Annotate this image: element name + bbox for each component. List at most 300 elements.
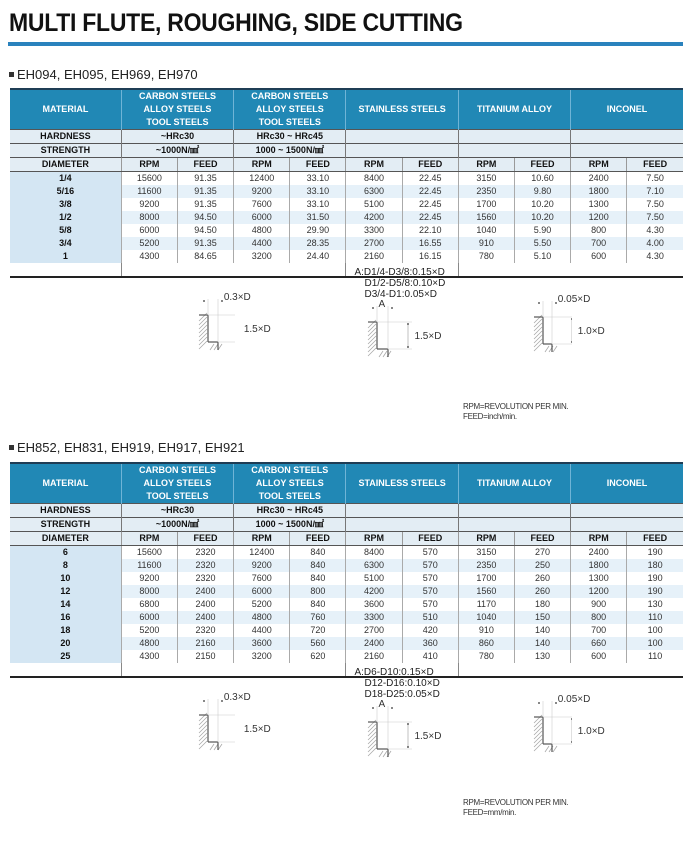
table-row [10, 559, 683, 572]
feed-cell: 22.45 [402, 185, 458, 198]
rpm-cell: 6300 [346, 559, 402, 572]
diameter-cell: 1 [10, 250, 121, 263]
rpm-cell: 6000 [121, 224, 177, 237]
a-dimension-line: D18-D25:0.05×D [364, 689, 440, 700]
diagram-empty-cell [10, 663, 121, 677]
diameter-cell: 16 [10, 611, 121, 624]
table-row [10, 585, 683, 598]
rpm-cell: 2400 [571, 172, 627, 186]
rpm-cell: 900 [571, 598, 627, 611]
table-row [10, 637, 683, 650]
carbon-diagram-cell [121, 263, 271, 335]
strength-value [458, 144, 570, 158]
rpm-cell: 2160 [346, 650, 402, 663]
feed-cell: 180 [514, 598, 570, 611]
rpm-cell: 700 [571, 624, 627, 637]
material-group-header [346, 464, 458, 504]
feed-cell: 100 [627, 624, 683, 637]
feed-header: FEED [627, 158, 683, 172]
feed-cell: 22.45 [402, 211, 458, 224]
rpm-cell: 3600 [346, 598, 402, 611]
feed-cell: 570 [402, 598, 458, 611]
feed-cell: 10.20 [514, 211, 570, 224]
rpm-cell: 7600 [234, 198, 290, 211]
rpm-header: RPM [346, 158, 402, 172]
rpm-cell: 3200 [234, 650, 290, 663]
material-group-line: TOOL STEELS [146, 491, 209, 501]
page-title: MULTI FLUTE, ROUGHING, SIDE CUTTING [9, 9, 463, 37]
feed-cell: 360 [402, 637, 458, 650]
diagram-empty-cell [10, 263, 121, 277]
rpm-cell: 6800 [121, 598, 177, 611]
rpm-cell: 8400 [346, 546, 402, 560]
depth-dimension-label: 1.5×D [243, 323, 271, 335]
feed-cell: 28.35 [290, 237, 346, 250]
rpm-cell: 660 [571, 637, 627, 650]
rpm-cell: 9200 [234, 185, 290, 198]
rpm-cell: 9200 [121, 198, 177, 211]
diameter-cell: 1/2 [10, 211, 121, 224]
strength-value: 1000 ~ 1500N/㎟ [234, 144, 346, 158]
feed-cell: 2400 [177, 585, 233, 598]
column-header-row [10, 158, 683, 172]
rpm-cell: 2350 [458, 185, 514, 198]
feed-cell: 94.50 [177, 211, 233, 224]
rpm-header: RPM [346, 532, 402, 546]
feed-header: FEED [514, 158, 570, 172]
rpm-cell: 2400 [346, 637, 402, 650]
depth-dimension-label: 1.5×D [243, 723, 271, 735]
feed-cell: 33.10 [290, 185, 346, 198]
units-legend [463, 798, 568, 818]
feed-cell: 2320 [177, 624, 233, 637]
depth-dimension-label: 1.5×D [414, 330, 442, 342]
hardness-row [10, 504, 683, 518]
feed-cell: 130 [514, 650, 570, 663]
strength-value [571, 144, 683, 158]
material-group-line: ALLOY STEELS [255, 104, 324, 114]
cutting-conditions-table [10, 88, 683, 342]
hardness-label: HARDNESS [10, 504, 121, 518]
rpm-cell: 600 [571, 250, 627, 263]
column-header-row [10, 532, 683, 546]
width-dimension-label: 0.3×D [223, 692, 251, 703]
material-group-line: TOOL STEELS [258, 491, 321, 501]
rpm-cell: 3200 [234, 250, 290, 263]
material-group-line: TOOL STEELS [146, 117, 209, 127]
material-group-line: CARBON STEELS [138, 465, 216, 475]
table-row [10, 546, 683, 560]
strength-value: ~1000N/㎟ [121, 518, 233, 532]
width-dimension-label: 0.05×D [557, 294, 591, 305]
rpm-cell: 800 [571, 224, 627, 237]
rpm-cell: 780 [458, 650, 514, 663]
feed-cell: 560 [290, 637, 346, 650]
feed-cell: 7.10 [627, 185, 683, 198]
feed-cell: 2400 [177, 598, 233, 611]
series-codes: EH852, EH831, EH919, EH917, EH921 [17, 440, 245, 455]
material-group-line: TITANIUM ALLOY [476, 104, 552, 114]
feed-header: FEED [402, 532, 458, 546]
feed-cell: 94.50 [177, 224, 233, 237]
rpm-cell: 3300 [346, 611, 402, 624]
depth-dimension-label: 1.0×D [577, 325, 605, 337]
material-group-line: CARBON STEELS [251, 91, 329, 101]
feed-cell: 570 [402, 572, 458, 585]
rpm-cell: 1800 [571, 185, 627, 198]
diameter-cell: 3/4 [10, 237, 121, 250]
a-dimension-line: D12-D16:0.10×D [364, 678, 440, 689]
bullet-icon [9, 445, 14, 450]
rpm-cell: 700 [571, 237, 627, 250]
rpm-cell: 780 [458, 250, 514, 263]
feed-header: FEED [177, 158, 233, 172]
rpm-header: RPM [458, 158, 514, 172]
rpm-cell: 4800 [234, 224, 290, 237]
table-row [10, 185, 683, 198]
carbon2-diagram-cell [234, 263, 346, 277]
rpm-cell: 11600 [121, 559, 177, 572]
titanium-diagram-cell [458, 663, 605, 737]
rpm-cell: 4800 [234, 611, 290, 624]
feed-cell: 84.65 [177, 250, 233, 263]
feed-cell: 16.55 [402, 237, 458, 250]
rpm-header: RPM [458, 532, 514, 546]
rpm-cell: 4300 [121, 650, 177, 663]
a-dimension-line: A:D1/4-D3/8:0.15×D [354, 267, 445, 278]
feed-cell: 760 [290, 611, 346, 624]
material-group-line: CARBON STEELS [251, 465, 329, 475]
rpm-cell: 8000 [121, 211, 177, 224]
diameter-cell: 6 [10, 546, 121, 560]
rpm-cell: 1560 [458, 585, 514, 598]
strength-row [10, 518, 683, 532]
diameter-cell: 12 [10, 585, 121, 598]
a-dimension-table [354, 667, 439, 700]
profile-drawing [459, 663, 572, 779]
rpm-cell: 6000 [121, 611, 177, 624]
rpm-cell: 4200 [346, 585, 402, 598]
rpm-cell: 1300 [571, 572, 627, 585]
material-group-header [234, 464, 346, 504]
feed-cell: 91.35 [177, 198, 233, 211]
rpm-header: RPM [234, 158, 290, 172]
legend-line: FEED=mm/min. [463, 808, 517, 817]
bullet-icon [9, 72, 14, 77]
rpm-cell: 3150 [458, 546, 514, 560]
rpm-header: RPM [571, 158, 627, 172]
rpm-cell: 1700 [458, 572, 514, 585]
width-dimension-label: 0.05×D [557, 694, 591, 705]
rpm-cell: 15600 [121, 172, 177, 186]
feed-cell: 2150 [177, 650, 233, 663]
rpm-cell: 4400 [234, 624, 290, 637]
material-group-line: ALLOY STEELS [143, 104, 212, 114]
feed-cell: 150 [514, 611, 570, 624]
a-dimension-label: A [378, 699, 386, 710]
feed-cell: 570 [402, 546, 458, 560]
hardness-value [346, 504, 458, 518]
diameter-header: DIAMETER [10, 532, 121, 546]
table-row [10, 572, 683, 585]
hardness-value: HRc30 ~ HRc45 [234, 504, 346, 518]
hardness-value [458, 504, 570, 518]
feed-cell: 2160 [177, 637, 233, 650]
rpm-cell: 1040 [458, 224, 514, 237]
table-row [10, 172, 683, 186]
diameter-cell: 5/8 [10, 224, 121, 237]
feed-cell: 720 [290, 624, 346, 637]
feed-cell: 91.35 [177, 172, 233, 186]
feed-cell: 410 [402, 650, 458, 663]
feed-cell: 7.50 [627, 172, 683, 186]
rpm-cell: 5200 [234, 598, 290, 611]
rpm-cell: 600 [571, 650, 627, 663]
a-dimension-table [354, 267, 445, 300]
feed-cell: 180 [627, 559, 683, 572]
feed-cell: 190 [627, 546, 683, 560]
feed-header: FEED [514, 532, 570, 546]
table-row [10, 598, 683, 611]
material-group-line: STAINLESS STEELS [358, 104, 446, 114]
a-dimension-line: D1/2-D5/8:0.10×D [364, 278, 446, 289]
strength-value [346, 518, 458, 532]
feed-cell: 840 [290, 598, 346, 611]
feed-cell: 31.50 [290, 211, 346, 224]
table-row [10, 211, 683, 224]
rpm-cell: 1200 [571, 211, 627, 224]
rpm-cell: 7600 [234, 572, 290, 585]
titanium-cut-diagram [459, 263, 605, 337]
rpm-cell: 860 [458, 637, 514, 650]
rpm-cell: 3150 [458, 172, 514, 186]
hardness-value: ~HRc30 [121, 130, 233, 144]
material-group-header [571, 464, 683, 504]
carbon2-diagram-cell [234, 663, 346, 677]
hardness-row [10, 130, 683, 144]
a-dimension-label: A [378, 299, 386, 310]
material-header-row [10, 90, 683, 130]
diameter-cell: 20 [10, 637, 121, 650]
cutting-conditions-table [10, 462, 683, 742]
feed-header: FEED [402, 158, 458, 172]
a-dimension-line: A:D6-D10:0.15×D [354, 667, 434, 678]
material-group-line: INCONEL [606, 104, 648, 114]
rpm-cell: 1040 [458, 611, 514, 624]
feed-cell: 510 [402, 611, 458, 624]
material-group-header [571, 90, 683, 130]
diameter-cell: 3/8 [10, 198, 121, 211]
rpm-cell: 9200 [121, 572, 177, 585]
rpm-cell: 5100 [346, 572, 402, 585]
feed-cell: 7.50 [627, 198, 683, 211]
material-group-line: CARBON STEELS [138, 91, 216, 101]
rpm-header: RPM [571, 532, 627, 546]
feed-cell: 2320 [177, 572, 233, 585]
feed-cell: 840 [290, 546, 346, 560]
rpm-cell: 3600 [234, 637, 290, 650]
strength-label: STRENGTH [10, 518, 121, 532]
diameter-cell: 1/4 [10, 172, 121, 186]
rpm-cell: 6000 [234, 585, 290, 598]
rpm-cell: 2160 [346, 250, 402, 263]
legend-line: RPM=REVOLUTION PER MIN. [463, 402, 569, 411]
diameter-cell: 25 [10, 650, 121, 663]
feed-cell: 24.40 [290, 250, 346, 263]
material-header: MATERIAL [10, 464, 121, 504]
hardness-value: ~HRc30 [121, 504, 233, 518]
rpm-cell: 6000 [234, 211, 290, 224]
feed-cell: 190 [627, 585, 683, 598]
width-dimension-label: 0.3×D [223, 292, 251, 303]
rpm-cell: 5200 [121, 624, 177, 637]
rpm-cell: 1560 [458, 211, 514, 224]
table-row [10, 198, 683, 211]
feed-cell: 33.10 [290, 172, 346, 186]
table-row [10, 624, 683, 637]
feed-cell: 800 [290, 585, 346, 598]
strength-value: 1000 ~ 1500N/㎟ [234, 518, 346, 532]
feed-cell: 22.10 [402, 224, 458, 237]
feed-cell: 260 [514, 585, 570, 598]
rpm-cell: 1300 [571, 198, 627, 211]
feed-cell: 420 [402, 624, 458, 637]
feed-cell: 33.10 [290, 198, 346, 211]
feed-cell: 100 [627, 637, 683, 650]
feed-cell: 260 [514, 572, 570, 585]
rpm-cell: 3300 [346, 224, 402, 237]
feed-cell: 140 [514, 637, 570, 650]
feed-header: FEED [290, 158, 346, 172]
stainless-cut-diagram [346, 663, 457, 742]
material-group-header [121, 90, 233, 130]
material-group-line: INCONEL [606, 478, 648, 488]
rpm-cell: 4400 [234, 237, 290, 250]
feed-cell: 10.60 [514, 172, 570, 186]
material-group-header [234, 90, 346, 130]
diameter-cell: 10 [10, 572, 121, 585]
rpm-cell: 4200 [346, 211, 402, 224]
feed-cell: 840 [290, 572, 346, 585]
stainless-diagram-cell [346, 263, 458, 342]
diameter-header: DIAMETER [10, 158, 121, 172]
feed-cell: 91.35 [177, 185, 233, 198]
material-group-line: ALLOY STEELS [255, 478, 324, 488]
material-group-header [346, 90, 458, 130]
feed-cell: 110 [627, 650, 683, 663]
feed-cell: 2400 [177, 611, 233, 624]
strength-value: ~1000N/㎟ [121, 144, 233, 158]
feed-cell: 570 [402, 559, 458, 572]
rpm-cell: 5100 [346, 198, 402, 211]
rpm-cell: 12400 [234, 546, 290, 560]
rpm-header: RPM [234, 532, 290, 546]
material-header-row [10, 464, 683, 504]
units-legend [463, 402, 568, 422]
feed-cell: 2320 [177, 559, 233, 572]
table-row [10, 237, 683, 250]
titanium-diagram-cell [458, 263, 605, 337]
rpm-cell: 4800 [121, 637, 177, 650]
rpm-cell: 800 [571, 611, 627, 624]
feed-cell: 9.80 [514, 185, 570, 198]
feed-cell: 22.45 [402, 198, 458, 211]
table-row [10, 224, 683, 237]
feed-cell: 2320 [177, 546, 233, 560]
rpm-cell: 910 [458, 237, 514, 250]
legend-line: RPM=REVOLUTION PER MIN. [463, 798, 569, 807]
feed-cell: 91.35 [177, 237, 233, 250]
feed-cell: 620 [290, 650, 346, 663]
profile-drawing [122, 663, 235, 779]
feed-cell: 5.90 [514, 224, 570, 237]
inconel-diagram-cell [571, 663, 683, 677]
diameter-cell: 18 [10, 624, 121, 637]
rpm-cell: 1800 [571, 559, 627, 572]
depth-dimension-label: 1.5×D [414, 730, 442, 742]
rpm-cell: 2700 [346, 624, 402, 637]
material-group-header [458, 464, 570, 504]
profile-drawing [122, 263, 235, 379]
table-row [10, 611, 683, 624]
hardness-value [571, 130, 683, 144]
table-row [10, 250, 683, 263]
rpm-cell: 1170 [458, 598, 514, 611]
diameter-cell: 14 [10, 598, 121, 611]
feed-cell: 4.00 [627, 237, 683, 250]
diagram-row [10, 263, 683, 277]
rpm-cell: 2400 [571, 546, 627, 560]
feed-cell: 190 [627, 572, 683, 585]
material-header: MATERIAL [10, 90, 121, 130]
feed-cell: 16.15 [402, 250, 458, 263]
strength-row [10, 144, 683, 158]
diameter-cell: 5/16 [10, 185, 121, 198]
carbon-diagram-cell [121, 663, 271, 735]
rpm-cell: 8400 [346, 172, 402, 186]
feed-header: FEED [177, 532, 233, 546]
series-label [9, 440, 245, 455]
table-row [10, 650, 683, 663]
diameter-cell: 8 [10, 559, 121, 572]
a-dimension-line: D3/4-D1:0.05×D [364, 289, 438, 300]
hardness-value [458, 130, 570, 144]
legend-line: FEED=inch/min. [463, 412, 517, 421]
feed-cell: 5.10 [514, 250, 570, 263]
feed-cell: 570 [402, 585, 458, 598]
material-group-line: STAINLESS STEELS [358, 478, 446, 488]
diagram-row [10, 663, 683, 677]
title-rule [8, 42, 683, 46]
rpm-cell: 9200 [234, 559, 290, 572]
carbon-cut-diagram [122, 263, 271, 335]
rpm-cell: 11600 [121, 185, 177, 198]
rpm-cell: 910 [458, 624, 514, 637]
material-group-header [458, 90, 570, 130]
feed-cell: 22.45 [402, 172, 458, 186]
profile-drawing [459, 263, 572, 379]
feed-cell: 7.50 [627, 211, 683, 224]
rpm-cell: 1700 [458, 198, 514, 211]
rpm-cell: 4300 [121, 250, 177, 263]
feed-cell: 270 [514, 546, 570, 560]
hardness-value [571, 504, 683, 518]
inconel-diagram-cell [571, 263, 683, 277]
rpm-cell: 2700 [346, 237, 402, 250]
stainless-diagram-cell [346, 663, 458, 742]
rpm-cell: 5200 [121, 237, 177, 250]
series-codes: EH094, EH095, EH969, EH970 [17, 67, 198, 82]
